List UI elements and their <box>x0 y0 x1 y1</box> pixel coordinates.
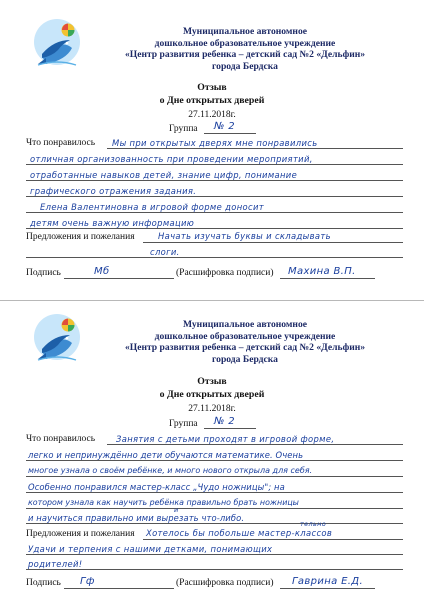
decode-label: (Расшифровка подписи) <box>176 578 274 588</box>
dolphin-logo-icon <box>32 18 82 70</box>
signature-label: Подпись <box>26 578 61 588</box>
group-label: Группа <box>169 419 198 429</box>
group-label: Группа <box>169 124 198 134</box>
dolphin-logo-icon <box>32 313 82 365</box>
institution-header <box>120 26 370 72</box>
liked-text-line: котором узнала как научить ребёнка правильно брать ножницы <box>28 498 299 507</box>
header-line-4: города Бердска <box>212 353 278 365</box>
liked-text-line: легко и непринуждённо дети обучаются математике. Очень <box>28 450 304 460</box>
signature-label: Подпись <box>26 268 61 278</box>
suggestions-text-line: Удачи и терпения с нашими детками, понимающих <box>28 544 273 554</box>
signature-value: Гф <box>80 576 95 587</box>
signature-value: Мб <box>94 266 110 277</box>
liked-text-line: Елена Валентиновна в игровой форме доносит <box>40 202 264 212</box>
header-line-3: «Центр развития ребенка – детский сад №2 «Дельфин» <box>124 49 366 60</box>
liked-insert-2: тельно <box>300 520 327 528</box>
header-line-4: города Бердска <box>212 60 278 72</box>
header-line-1: Муниципальное автономное <box>182 26 308 37</box>
form-title: Отзыв <box>197 376 227 387</box>
liked-text-line: отработанные навыков детей, знание цифр, понимание <box>30 170 298 180</box>
decode-line <box>280 278 375 279</box>
form-subtitle: о Дне открытых дверей <box>159 389 265 400</box>
institution-header <box>120 319 370 365</box>
liked-label: Что понравилось <box>26 434 96 444</box>
suggestions-label: Предложения и пожелания <box>26 232 135 242</box>
feedback-form-bottom <box>0 300 424 601</box>
liked-text-line: и научиться правильно ими вырезать что-либо. <box>28 513 245 523</box>
liked-text-line: графического отражения задания. <box>30 186 197 196</box>
suggestions-text-line: родителей! <box>28 559 83 569</box>
liked-text-line: отличная организованность при проведении мероприятий, <box>30 154 313 164</box>
signature-line <box>64 588 174 589</box>
form-date: 27.11.2018г. <box>188 110 236 120</box>
feedback-form-top <box>0 0 424 300</box>
liked-line-3 <box>26 476 403 477</box>
group-line <box>204 133 256 134</box>
liked-text-line: Мы при открытых дверях мне понравились <box>112 138 318 148</box>
liked-line-5 <box>26 508 403 509</box>
suggestions-line-2 <box>26 257 403 258</box>
group-value: № 2 <box>214 416 235 427</box>
header-line-3: «Центр развития ребенка – детский сад №2 «Дельфин» <box>124 342 366 353</box>
liked-text-line: многое узнала о своём ребёнке, и много нового открыла для себя. <box>28 466 313 475</box>
liked-line-1 <box>107 148 403 149</box>
liked-insert-1: и <box>174 506 179 514</box>
liked-label: Что понравилось <box>26 138 96 148</box>
liked-line-1 <box>107 444 403 445</box>
group-value: № 2 <box>214 121 235 132</box>
suggestions-line-2 <box>26 554 403 555</box>
header-line-2: дошкольное образовательное учреждение <box>154 37 336 49</box>
header-line-2: дошкольное образовательное учреждение <box>154 330 336 342</box>
form-title: Отзыв <box>197 82 227 93</box>
liked-line-6 <box>26 523 403 524</box>
liked-text-line: Особенно понравился мастер-класс „Чудо ножницы"; на <box>28 482 285 492</box>
suggestions-text-line: Начать изучать буквы и складывать <box>158 231 331 241</box>
liked-line-5 <box>26 212 403 213</box>
form-subtitle: о Дне открытых дверей <box>159 95 265 106</box>
header-line-1: Муниципальное автономное <box>182 319 308 330</box>
decode-value: Гаврина Е.Д. <box>292 576 363 587</box>
suggestions-line-3 <box>26 569 403 570</box>
suggestions-line-1 <box>143 539 403 540</box>
form-date: 27.11.2018г. <box>188 404 236 414</box>
liked-line-6 <box>26 228 403 229</box>
liked-text-line: Занятия с детьми проходят в игровой форме, <box>116 434 335 444</box>
suggestions-text-line: слоги. <box>150 247 180 257</box>
liked-line-2 <box>26 460 403 461</box>
liked-line-2 <box>26 164 403 165</box>
suggestions-label: Предложения и пожелания <box>26 529 135 539</box>
suggestions-text-line: Хотелось бы побольше мастер-классов <box>146 528 333 538</box>
decode-value: Махина В.П. <box>288 266 356 277</box>
liked-text-line: детям очень важную информацию <box>30 218 195 228</box>
decode-label: (Расшифровка подписи) <box>176 268 274 278</box>
signature-line <box>64 278 174 279</box>
liked-line-3 <box>26 180 403 181</box>
liked-line-4 <box>26 492 403 493</box>
liked-line-4 <box>26 196 403 197</box>
decode-line <box>280 588 375 589</box>
group-line <box>204 428 256 429</box>
suggestions-line-1 <box>143 242 403 243</box>
